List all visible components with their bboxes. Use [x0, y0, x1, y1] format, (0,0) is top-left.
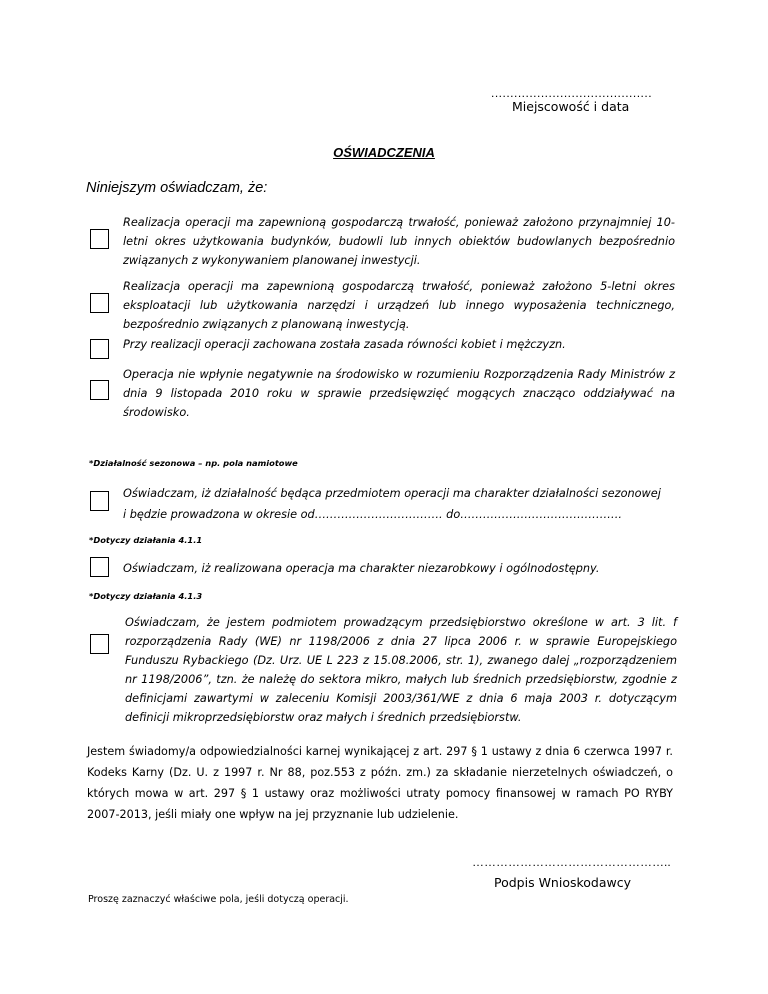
- statement-3-text: Przy realizacji operacji zachowana została zasada równości kobiet i mężczyzn.: [123, 338, 566, 351]
- action-411-text: Oświadczam, iż realizowana operacja ma charakter niezarobkowy i ogólnodostępny.: [123, 562, 600, 575]
- seasonal-line-2: i będzie prowadzona w okresie od……………………………. do…………………………………….: [123, 508, 623, 521]
- statement-2-text: Realizacja operacji ma zapewnioną gospodarczą trwałość, ponieważ założono 5-letni okres eksploatacji lub użytkowania narzędzi i urządzeń lub innego wyposażenia technicznego, bezpośrednio związanych z planowaną inwestycją.: [123, 280, 675, 331]
- liability-statement: Jestem świadomy/a odpowiedzialności karnej wynikającej z art. 297 § 1 ustawy z dnia 6 czerwca 1997 r. Kodeks Karny (Dz. U. z 1997 r. Nr 88, poz.553 z późn. zm.) za składanie nierzetelnych oświadczeń, o których mowa w art. 297 § 1 ustawy oraz możliwości utraty pomocy finansowej w ramach PO RYBY 2007-2013, jeśli miały one wpływ na jej przyznanie lub udzielenie.: [87, 745, 673, 821]
- page-title: OŚWIADCZENIA: [333, 145, 435, 160]
- statement-1-checkbox[interactable]: [90, 229, 109, 249]
- seasonal-line-1: Oświadczam, iż działalność będąca przedmiotem operacji ma charakter działalności sezonowej: [123, 487, 661, 500]
- statement-4-checkbox[interactable]: [90, 380, 109, 400]
- action-411-note: *Dotyczy działania 4.1.1: [89, 535, 203, 545]
- action-411-checkbox[interactable]: [90, 557, 109, 577]
- statement-4-text: Operacja nie wpłynie negatywnie na środowisko w rozumieniu Rozporządzenia Rady Ministrów z dnia 9 listopada 2010 roku w sprawie przedsięwzięć mogących znacząco oddziaływać na środowisko.: [123, 368, 675, 419]
- statement-3-checkbox[interactable]: [90, 339, 109, 359]
- date-signature-line: ..........................................: [491, 86, 653, 100]
- statement-1-text: Realizacja operacji ma zapewnioną gospodarczą trwałość, ponieważ założono przynajmniej 10-letni okres użytkowania budynków, budowli lub innych obiektów budowlanych bezpośrednio związanych z wykonywaniem planowanej inwestycji.: [123, 216, 675, 267]
- signature-line: …………………………………………..: [472, 855, 671, 869]
- seasonal-note: *Działalność sezonowa – np. pola namiotowe: [89, 458, 298, 468]
- place-date-label: Miejscowość i data: [512, 99, 630, 114]
- seasonal-checkbox[interactable]: [90, 491, 109, 511]
- statement-2-checkbox[interactable]: [90, 293, 109, 313]
- action-413-checkbox[interactable]: [90, 634, 109, 654]
- intro-text: Niniejszym oświadczam, że:: [86, 180, 268, 196]
- action-413-text: Oświadczam, że jestem podmiotem prowadzącym przedsiębiorstwo określone w art. 3 lit. f rozporządzenia Rady (WE) nr 1198/2006 z dnia 27 lipca 2006 r. w sprawie Europejskiego Funduszu Rybackiego (Dz. Urz. UE L 223 z 15.08.2006, str. 1), zwanego dalej „rozporządzeniem nr 1198/2006”, tzn. że należę do sektora mikro, małych lub średnich przedsiębiorstw, zgodnie z definicjami zawartymi w zaleceniu Komisji 2003/361/WE z dnia 6 maja 2003 r. dotyczącym definicji mikroprzedsiębiorstw oraz małych i średnich przedsiębiorstw.: [125, 616, 677, 724]
- action-413-note: *Dotyczy działania 4.1.3: [89, 591, 203, 601]
- signature-label: Podpis Wnioskodawcy: [494, 875, 632, 890]
- footnote: Proszę zaznaczyć właściwe pola, jeśli dotyczą operacji.: [88, 894, 349, 905]
